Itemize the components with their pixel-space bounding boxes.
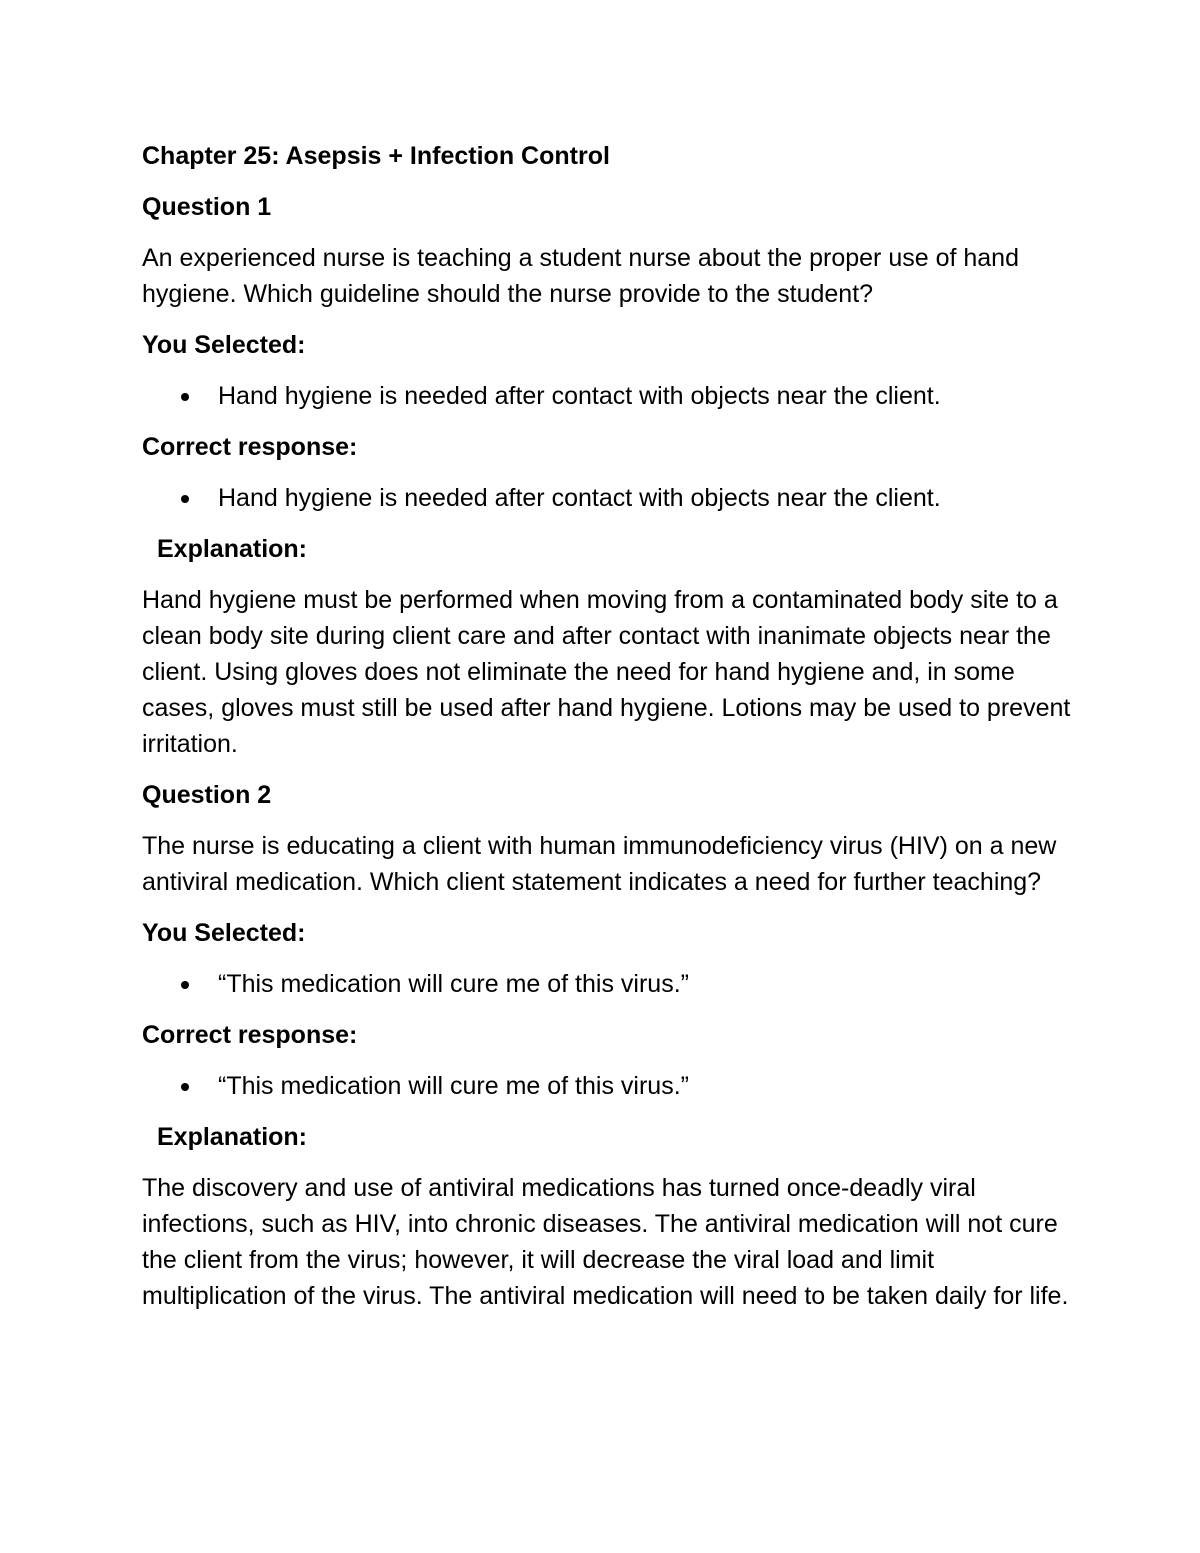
bullet-icon bbox=[181, 495, 189, 503]
bullet-icon bbox=[181, 1083, 189, 1091]
selected-answer-item bbox=[142, 966, 1072, 1002]
explanation-text: Hand hygiene must be performed when moving from a contaminated body site to a clean body site during client care and after contact with inanimate objects near the client. Using gloves does not eliminate the need for hand hygiene and, in some cases, gloves must still be used after hand hygiene. Lotions may be used to prevent irritation. bbox=[142, 586, 1071, 758]
question-prompt: The nurse is educating a client with human immunodeficiency virus (HIV) on a new antiviral medication. Which client statement indicates a need for further teaching? bbox=[142, 832, 1057, 896]
bullet-icon bbox=[181, 393, 189, 401]
correct-label: Correct response: bbox=[142, 433, 358, 461]
explanation-label: Explanation: bbox=[157, 535, 308, 563]
correct-answer-text: Hand hygiene is needed after contact with objects near the client. bbox=[218, 484, 941, 512]
correct-answer-text: “This medication will cure me of this virus.” bbox=[218, 1072, 689, 1100]
correct-answer-item bbox=[142, 480, 1072, 516]
correct-answer-item bbox=[142, 1068, 1072, 1104]
question-heading: Question 1 bbox=[142, 193, 272, 221]
chapter-title: Chapter 25: Asepsis + Infection Control bbox=[142, 142, 610, 170]
correct-label: Correct response: bbox=[142, 1021, 358, 1049]
question-block-1 bbox=[142, 189, 1072, 762]
question-heading: Question 2 bbox=[142, 781, 272, 809]
explanation-text: The discovery and use of antiviral medications has turned once-deadly viral infections, such as HIV, into chronic diseases. The antiviral medication will not cure the client from the virus; however, it will decrease the viral load and limit multiplication of the virus. The antiviral medication will need to be taken daily for life. bbox=[142, 1174, 1069, 1310]
selected-answer-text: “This medication will cure me of this virus.” bbox=[218, 970, 689, 998]
question-prompt: An experienced nurse is teaching a student nurse about the proper use of hand hygiene. Which guideline should the nurse provide to the student? bbox=[142, 244, 1019, 308]
selected-label: You Selected: bbox=[142, 331, 306, 359]
selected-answer-text: Hand hygiene is needed after contact with objects near the client. bbox=[218, 382, 941, 410]
selected-label: You Selected: bbox=[142, 919, 306, 947]
question-block-2 bbox=[142, 777, 1072, 1314]
document-page bbox=[142, 138, 1072, 1329]
selected-answer-item bbox=[142, 378, 1072, 414]
bullet-icon bbox=[181, 981, 189, 989]
explanation-label: Explanation: bbox=[157, 1123, 308, 1151]
